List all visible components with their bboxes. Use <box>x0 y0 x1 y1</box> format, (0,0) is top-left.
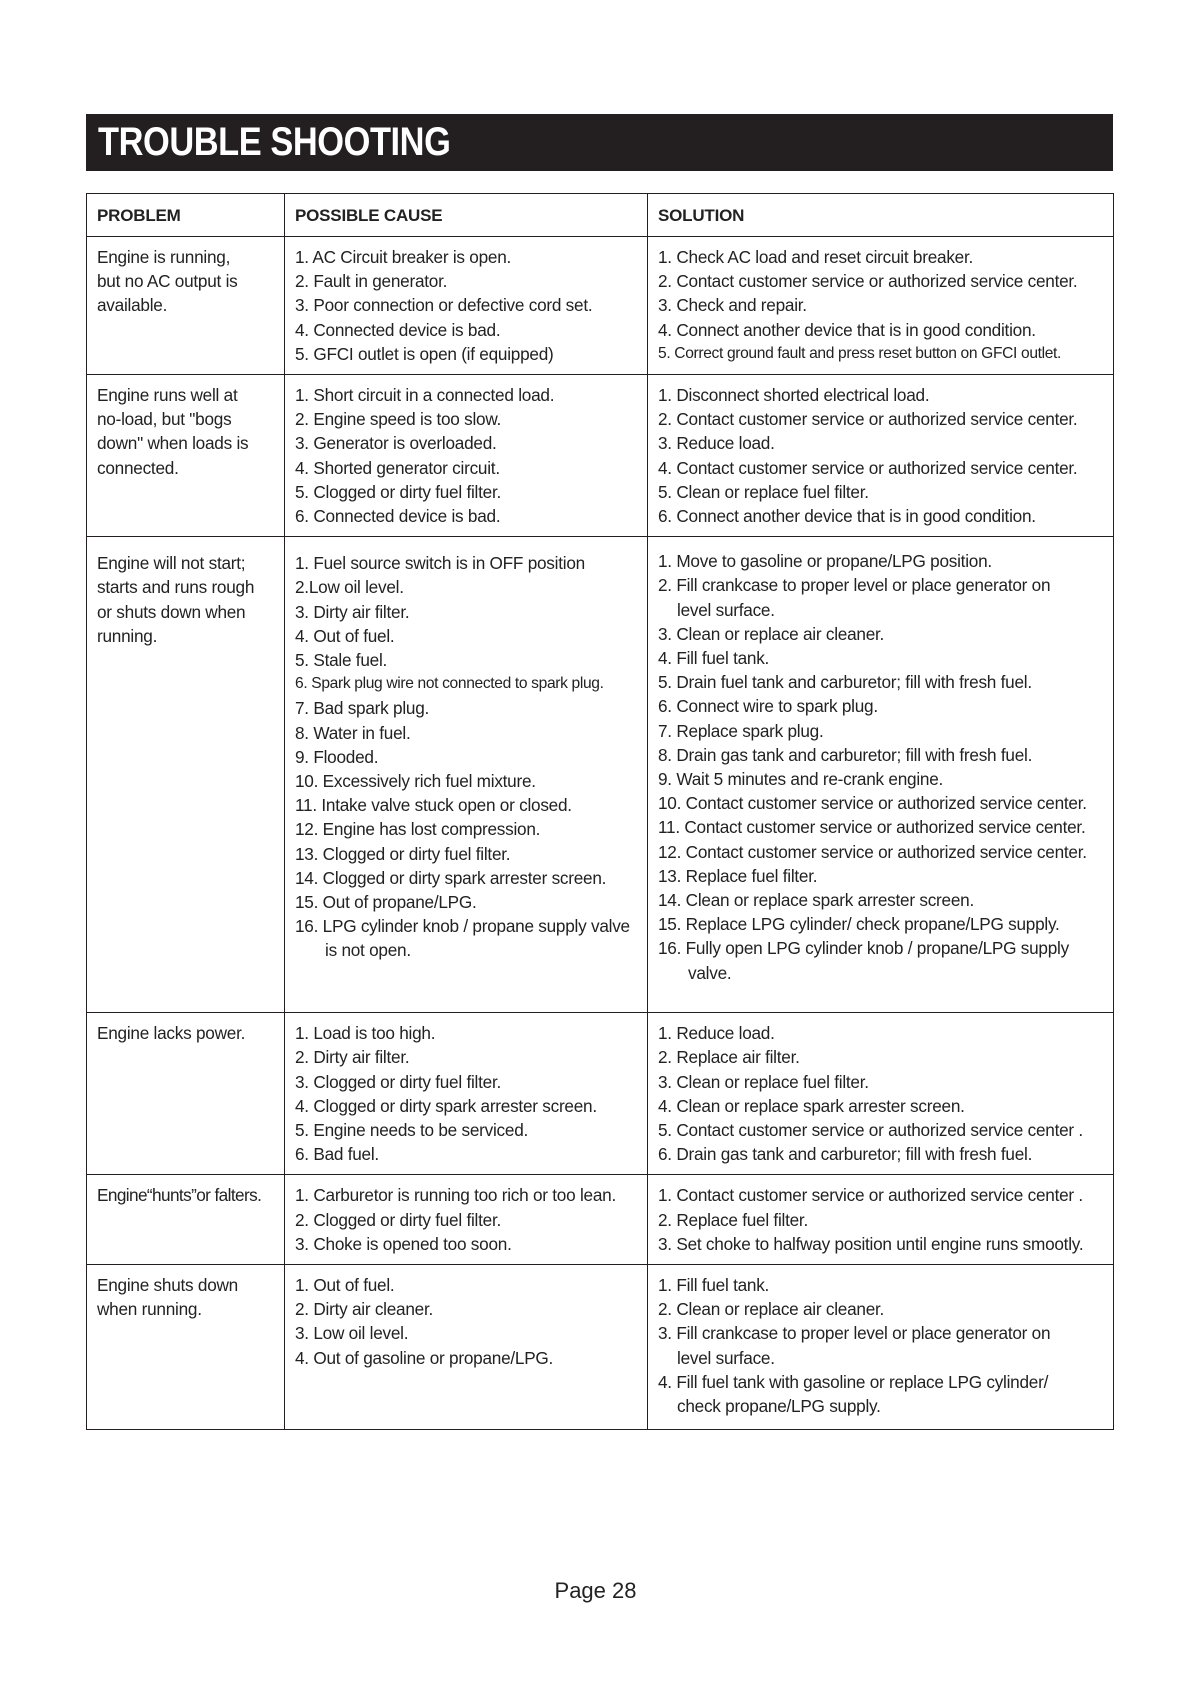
solution-item: 3. Clean or replace air cleaner. <box>658 623 885 644</box>
cause-item: 2. Clogged or dirty fuel filter. <box>295 1209 501 1230</box>
problem-line: available. <box>97 295 168 316</box>
problem-line: Engine“hunts”or falters. <box>97 1185 262 1206</box>
cause-item: 4. Connected device is bad. <box>295 319 501 340</box>
solution-item: 7. Replace spark plug. <box>658 720 824 741</box>
cause-item: 1. Out of fuel. <box>295 1275 395 1296</box>
cause-cell <box>285 1265 648 1430</box>
table-row <box>87 237 1114 375</box>
cause-cell <box>285 1013 648 1175</box>
cause-item: 15. Out of propane/LPG. <box>295 892 477 913</box>
cause-item: 11. Intake valve stuck open or closed. <box>295 795 572 816</box>
problem-line: or shuts down when <box>97 601 246 622</box>
cause-item: 1. Load is too high. <box>295 1023 436 1044</box>
solution-item: 3. Fill crankcase to proper level or place generator on <box>658 1323 1051 1344</box>
solution-item: 8. Drain gas tank and carburetor; fill with fresh fuel. <box>658 744 1033 765</box>
solution-item: 2. Replace fuel filter. <box>658 1209 808 1230</box>
cause-item: 12. Engine has lost compression. <box>295 819 541 840</box>
cause-item: 3. Clogged or dirty fuel filter. <box>295 1071 501 1092</box>
problem-cell <box>87 1013 285 1175</box>
solution-item: 14. Clean or replace spark arrester screen. <box>658 890 974 911</box>
cause-item: 16. LPG cylinder knob / propane supply valve <box>295 916 630 937</box>
solution-item: 1. Reduce load. <box>658 1023 775 1044</box>
cause-item: 6. Spark plug wire not connected to spark plug. <box>295 675 604 693</box>
problem-line: Engine will not start; <box>97 553 246 574</box>
cause-item: 14. Clogged or dirty spark arrester screen. <box>295 867 607 888</box>
table-row <box>87 1175 1114 1265</box>
cause-item: 3. Generator is overloaded. <box>295 433 497 454</box>
problem-cell <box>87 375 285 537</box>
cause-item-continuation: is not open. <box>325 940 411 961</box>
problem-line: down" when loads is <box>97 433 249 454</box>
column-header-problem: PROBLEM <box>87 194 285 237</box>
solution-item: 16. Fully open LPG cylinder knob / propane/LPG supply <box>658 938 1069 959</box>
solution-item: 9. Wait 5 minutes and re-crank engine. <box>658 769 944 790</box>
solution-cell <box>648 1013 1114 1175</box>
solution-item: 5. Contact customer service or authorized service center . <box>658 1120 1083 1141</box>
problem-line: no-load, but "bogs <box>97 409 232 430</box>
cause-item: 10. Excessively rich fuel mixture. <box>295 771 536 792</box>
solution-item: 2. Fill crankcase to proper level or place generator on <box>658 575 1051 596</box>
solution-item: 1. Fill fuel tank. <box>658 1275 770 1296</box>
solution-item: 2. Contact customer service or authorized service center. <box>658 271 1078 292</box>
solution-item: 4. Fill fuel tank with gasoline or replace LPG cylinder/ <box>658 1371 1049 1392</box>
problem-line: Engine shuts down <box>97 1275 238 1296</box>
cause-cell <box>285 537 648 1013</box>
section-title-bar <box>86 114 1113 171</box>
cause-item: 6. Connected device is bad. <box>295 506 501 527</box>
problem-line: Engine lacks power. <box>97 1023 246 1044</box>
solution-cell <box>648 537 1114 1013</box>
solution-item: 15. Replace LPG cylinder/ check propane/LPG supply. <box>658 914 1060 935</box>
solution-item: 5. Clean or replace fuel filter. <box>658 481 869 502</box>
solution-item: 4. Clean or replace spark arrester screen. <box>658 1095 965 1116</box>
cause-item: 5. Stale fuel. <box>295 650 388 671</box>
cause-item: 2. Engine speed is too slow. <box>295 409 502 430</box>
problem-line: connected. <box>97 457 179 478</box>
table-row <box>87 1265 1114 1430</box>
problem-cell <box>87 1265 285 1430</box>
cause-item: 3. Choke is opened too soon. <box>295 1233 512 1254</box>
cause-item: 5. Engine needs to be serviced. <box>295 1120 529 1141</box>
solution-item: 3. Set choke to halfway position until engine runs smootly. <box>658 1233 1084 1254</box>
problem-cell <box>87 237 285 375</box>
cause-item: 4. Shorted generator circuit. <box>295 457 500 478</box>
cause-item: 1. AC Circuit breaker is open. <box>295 247 512 267</box>
solution-item: 10. Contact customer service or authorized service center. <box>658 793 1087 814</box>
page-title: TROUBLE SHOOTING <box>98 120 451 164</box>
cause-item: 2. Dirty air filter. <box>295 1047 410 1068</box>
solution-item: 2. Replace air filter. <box>658 1047 800 1068</box>
cause-item: 13. Clogged or dirty fuel filter. <box>295 843 511 864</box>
solution-item: 2. Clean or replace air cleaner. <box>658 1299 885 1320</box>
problem-cell <box>87 537 285 1013</box>
cause-item: 8. Water in fuel. <box>295 722 411 743</box>
solution-item: 12. Contact customer service or authorized service center. <box>658 841 1087 862</box>
problem-line: Engine runs well at <box>97 385 238 406</box>
solution-cell <box>648 237 1114 375</box>
solution-item: 5. Correct ground fault and press reset button on GFCI outlet. <box>658 344 1062 362</box>
cause-item: 9. Flooded. <box>295 746 379 767</box>
problem-line: Engine is running, <box>97 247 231 267</box>
table-row <box>87 1013 1114 1175</box>
solution-item: 2. Contact customer service or authorized service center. <box>658 409 1078 430</box>
solution-item: 4. Connect another device that is in good condition. <box>658 319 1036 340</box>
troubleshooting-table <box>86 193 1114 1430</box>
cause-item: 3. Low oil level. <box>295 1323 409 1344</box>
column-header-solution: SOLUTION <box>648 194 1114 237</box>
table-row <box>87 537 1114 1013</box>
solution-item-continuation: level surface. <box>677 599 775 620</box>
cause-item: 1. Fuel source switch is in OFF position <box>295 553 585 574</box>
cause-item: 6. Bad fuel. <box>295 1144 379 1165</box>
page-number: Page 28 <box>554 1578 637 1603</box>
cause-item: 2.Low oil level. <box>295 577 404 598</box>
cause-item: 4. Out of fuel. <box>295 625 395 646</box>
solution-item: 3. Clean or replace fuel filter. <box>658 1071 869 1092</box>
problem-line: starts and runs rough <box>97 577 255 598</box>
table-header-row <box>87 194 1114 237</box>
cause-item: 5. Clogged or dirty fuel filter. <box>295 481 501 502</box>
cause-item: 4. Clogged or dirty spark arrester screen. <box>295 1095 597 1116</box>
cause-item: 3. Poor connection or defective cord set. <box>295 295 593 316</box>
problem-line: but no AC output is <box>97 271 238 292</box>
solution-item: 3. Check and repair. <box>658 295 807 316</box>
solution-item: 1. Check AC load and reset circuit breaker. <box>658 247 974 267</box>
cause-item: 4. Out of gasoline or propane/LPG. <box>295 1347 554 1368</box>
cause-item: 2. Dirty air cleaner. <box>295 1299 434 1320</box>
solution-item: 1. Contact customer service or authorized service center . <box>658 1185 1083 1206</box>
solution-item: 6. Connect wire to spark plug. <box>658 696 878 717</box>
solution-item: 6. Drain gas tank and carburetor; fill with fresh fuel. <box>658 1144 1033 1165</box>
cause-cell <box>285 237 648 375</box>
cause-item: 3. Dirty air filter. <box>295 601 410 622</box>
solution-item: 6. Connect another device that is in good condition. <box>658 506 1036 527</box>
cause-cell <box>285 1175 648 1265</box>
solution-item: 5. Drain fuel tank and carburetor; fill with fresh fuel. <box>658 672 1032 693</box>
solution-item: 4. Contact customer service or authorized service center. <box>658 457 1078 478</box>
column-header-cause: POSSIBLE CAUSE <box>285 194 648 237</box>
problem-cell <box>87 1175 285 1265</box>
cause-item: 1. Short circuit in a connected load. <box>295 385 555 406</box>
solution-cell <box>648 1175 1114 1265</box>
solution-item: 1. Disconnect shorted electrical load. <box>658 385 930 406</box>
problem-line: when running. <box>97 1299 202 1320</box>
cause-item: 1. Carburetor is running too rich or too lean. <box>295 1185 616 1206</box>
solution-item: 13. Replace fuel filter. <box>658 865 818 886</box>
solution-item: 1. Move to gasoline or propane/LPG position. <box>658 551 992 572</box>
solution-item-continuation: valve. <box>688 962 732 983</box>
solution-cell <box>648 1265 1114 1430</box>
solution-cell <box>648 375 1114 537</box>
solution-item: 11. Contact customer service or authorized service center. <box>658 817 1086 838</box>
solution-item: 3. Reduce load. <box>658 433 775 454</box>
solution-item-continuation: check propane/LPG supply. <box>677 1396 881 1417</box>
solution-item: 4. Fill fuel tank. <box>658 648 770 669</box>
solution-item-continuation: level surface. <box>677 1347 775 1368</box>
cause-item: 5. GFCI outlet is open (if equipped) <box>295 343 554 364</box>
cause-item: 2. Fault in generator. <box>295 271 448 292</box>
problem-line: running. <box>97 625 158 646</box>
table-row <box>87 375 1114 537</box>
cause-item: 7. Bad spark plug. <box>295 698 430 719</box>
cause-cell <box>285 375 648 537</box>
